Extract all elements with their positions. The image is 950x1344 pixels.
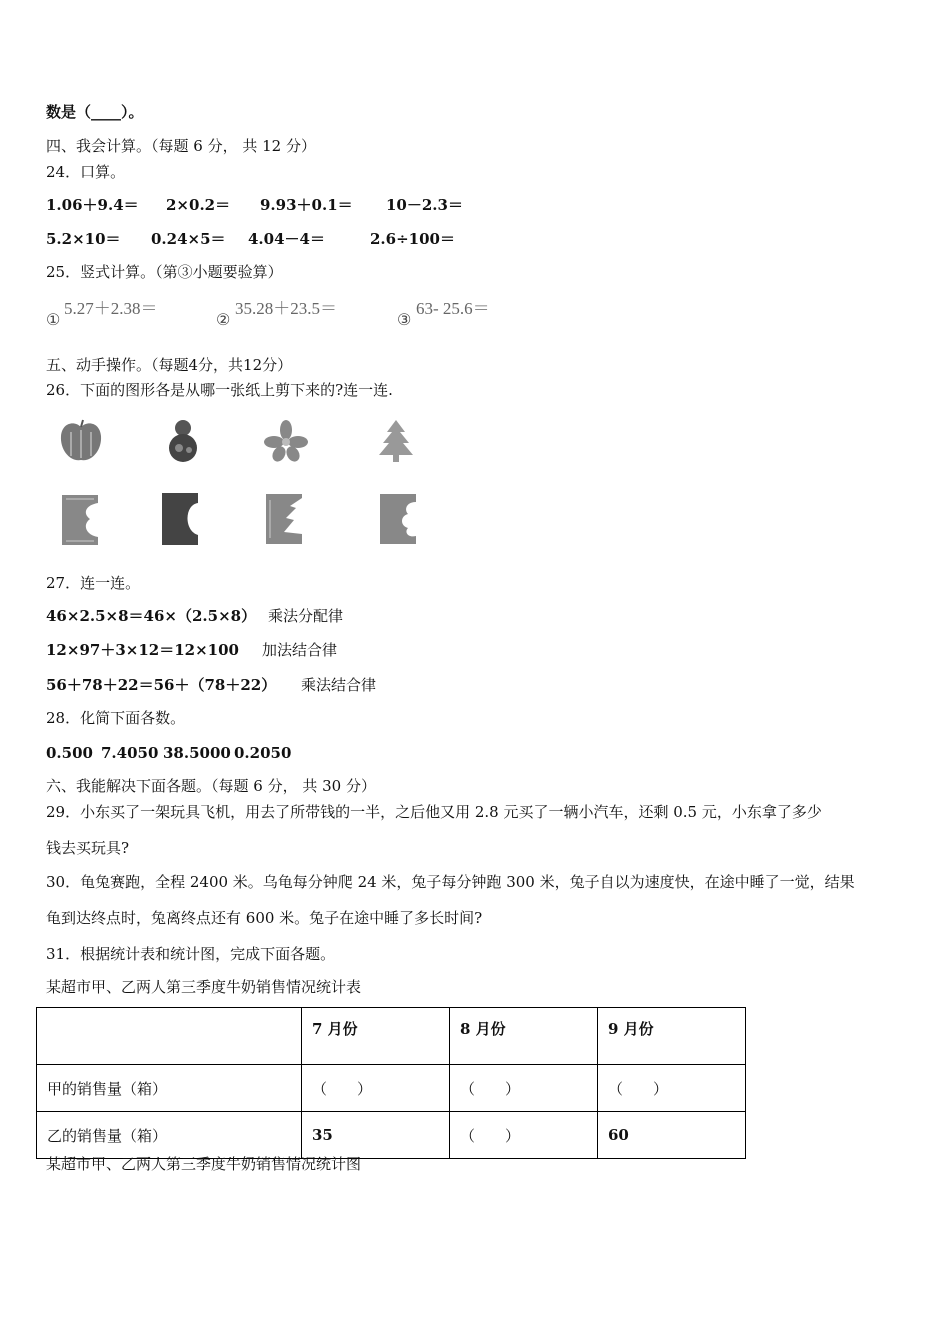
paper-card-2-icon bbox=[158, 491, 202, 547]
q24-expr: 2.6÷100＝ bbox=[370, 230, 455, 248]
q30-text-line-2: 龟到达终点时，兔离终点还有 600 米。兔子在途中睡了多长时间? bbox=[46, 909, 483, 927]
table-header-cell bbox=[37, 1008, 302, 1065]
table-row-label: 乙的销售量（箱） bbox=[37, 1112, 302, 1159]
q24-expr: 9.93＋0.1＝ bbox=[260, 196, 353, 214]
q28-number: 0.2050 bbox=[234, 744, 292, 762]
q24-title: 24．口算。 bbox=[46, 163, 126, 181]
table-cell: （ ） bbox=[598, 1065, 746, 1112]
table-header-cell: 8 月份 bbox=[450, 1008, 598, 1065]
q24-expr: 0.24×5＝ bbox=[151, 230, 226, 248]
q24-expr: 5.2×10＝ bbox=[46, 230, 121, 248]
table-row bbox=[37, 1065, 746, 1112]
q28-title: 28．化简下面各数。 bbox=[46, 709, 186, 727]
q27-law: 乘法结合律 bbox=[301, 676, 377, 694]
table-header-row bbox=[37, 1008, 746, 1065]
q29-text-line-2: 钱去买玩具? bbox=[46, 839, 130, 857]
q26-title: 26．下面的图形各是从哪一张纸上剪下来的?连一连. bbox=[46, 381, 393, 399]
q24-expr: 4.04－4＝ bbox=[248, 230, 325, 248]
q25-item-number: ③ bbox=[397, 310, 412, 329]
q27-title: 27．连一连。 bbox=[46, 574, 141, 592]
q25-expression: 63- 25.6＝ bbox=[416, 299, 490, 318]
q25-item-number: ① bbox=[46, 310, 61, 329]
chart-caption: 某超市甲、乙两人第三季度牛奶销售情况统计图 bbox=[46, 1155, 362, 1173]
q28-number: 7.4050 bbox=[101, 744, 159, 762]
q24-expr: 1.06＋9.4＝ bbox=[46, 196, 139, 214]
section-5-heading: 五、动手操作。（每题4分，共12分） bbox=[46, 356, 293, 374]
paper-card-4-icon bbox=[376, 492, 420, 546]
q28-number: 0.500 bbox=[46, 744, 93, 762]
q29-text-line-1: 29．小东买了一架玩具飞机，用去了所带钱的一半，之后他又用 2.8 元买了一辆小汽车，还剩 0.5 元，小东拿了多少 bbox=[46, 803, 822, 821]
tree-shape-icon bbox=[376, 418, 416, 464]
q25-title: 25．竖式计算。（第③小题要验算） bbox=[46, 263, 283, 281]
q24-row-2 bbox=[46, 229, 926, 249]
q28-number: 38.5000 bbox=[163, 744, 231, 762]
gourd-shape-icon bbox=[163, 416, 203, 464]
flower-shape-icon bbox=[263, 420, 309, 462]
q24-row-1 bbox=[46, 195, 926, 215]
q25-expression: 5.27＋2.38＝ bbox=[64, 299, 158, 318]
q27-expression: 12×97＋3×12＝12×100 bbox=[46, 641, 239, 659]
q27-row bbox=[46, 606, 926, 626]
q27-expression: 56＋78＋22＝56＋（78＋22） bbox=[46, 676, 277, 694]
question-continuation: 数是（____）。 bbox=[46, 103, 144, 121]
paper-card-3-icon bbox=[262, 492, 306, 546]
q31-title: 31．根据统计表和统计图，完成下面各题。 bbox=[46, 945, 336, 963]
table-cell: 35 bbox=[302, 1112, 450, 1159]
table-header-cell: 9 月份 bbox=[598, 1008, 746, 1065]
q24-expr: 10－2.3＝ bbox=[386, 196, 463, 214]
q27-law: 乘法分配律 bbox=[268, 607, 344, 625]
apple-shape-icon bbox=[58, 418, 104, 464]
q27-row bbox=[46, 675, 926, 695]
section-6-heading: 六、我能解决下面各题。（每题 6 分， 共 30 分） bbox=[46, 777, 376, 795]
table-row bbox=[37, 1112, 746, 1159]
q28-numbers bbox=[46, 743, 926, 763]
table-cell: 60 bbox=[598, 1112, 746, 1159]
section-4-heading: 四、我会计算。（每题 6 分， 共 12 分） bbox=[46, 137, 316, 155]
table-header-cell: 7 月份 bbox=[302, 1008, 450, 1065]
table-cell: （ ） bbox=[450, 1065, 598, 1112]
q25-item-number: ② bbox=[216, 310, 231, 329]
q30-text-line-1: 30．龟兔赛跑，全程 2400 米。乌龟每分钟爬 24 米，兔子每分钟跑 300 米，兔子自以为速度快，在途中睡了一觉，结果 bbox=[46, 873, 855, 891]
table-row-label: 甲的销售量（箱） bbox=[37, 1065, 302, 1112]
q27-law: 加法结合律 bbox=[262, 641, 338, 659]
q27-row bbox=[46, 640, 926, 660]
sales-table bbox=[36, 1007, 746, 1159]
table-cell: （ ） bbox=[450, 1112, 598, 1159]
table-caption: 某超市甲、乙两人第三季度牛奶销售情况统计表 bbox=[46, 978, 362, 996]
q25-expression: 35.28＋23.5＝ bbox=[235, 299, 337, 318]
q27-expression: 46×2.5×8＝46×（2.5×8） bbox=[46, 607, 257, 625]
paper-card-1-icon bbox=[58, 493, 102, 547]
table-cell: （ ） bbox=[302, 1065, 450, 1112]
q24-expr: 2×0.2＝ bbox=[166, 196, 231, 214]
